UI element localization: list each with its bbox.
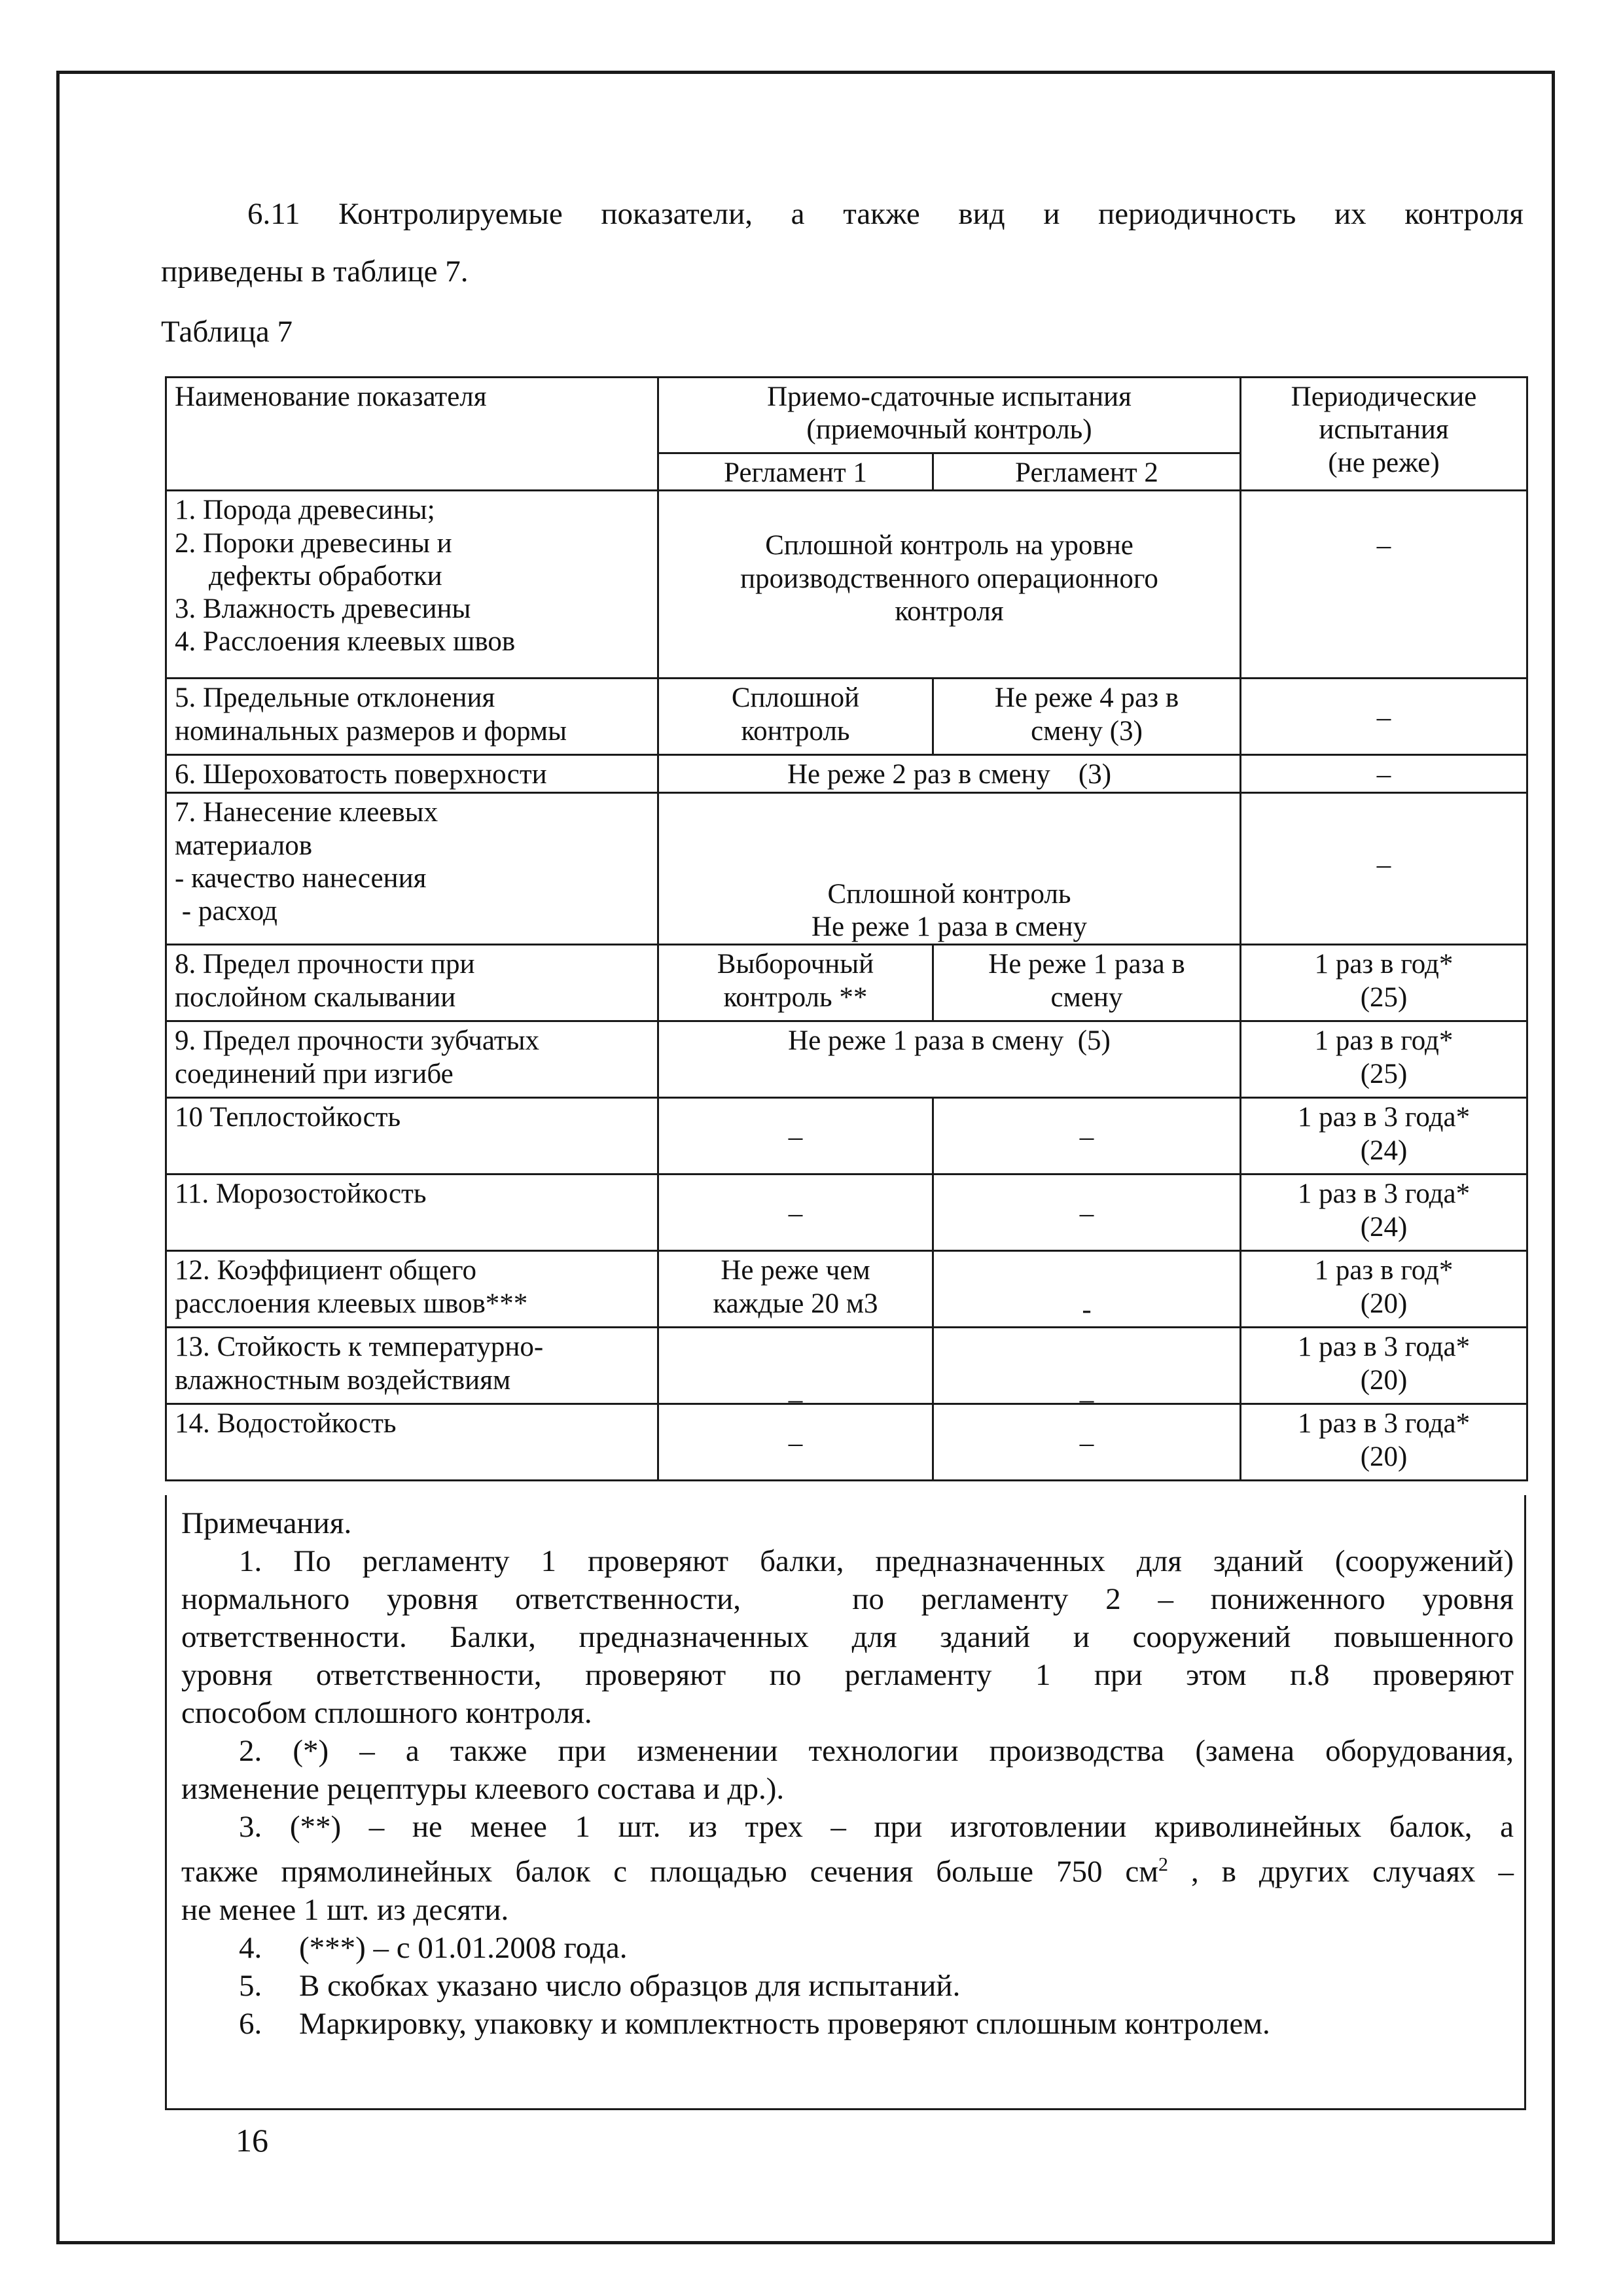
header-acceptance-line: (приемочный контроль) [806,414,1092,446]
row-name [166,1328,658,1404]
note-6 [181,2005,1514,2043]
table-row [166,1174,1527,1251]
reg2-line: смену (3) [1031,715,1143,747]
periodic-line: 1 раз в год* [1314,949,1454,980]
row-name-line: послойном скалывании [175,981,456,1013]
row-name: 11. Морозостойкость [166,1174,658,1251]
header-periodic-line: Периодические [1291,381,1477,412]
note-number: 6. [239,2006,262,2041]
note-2-line: 2. (*) – а также при изменении технологии производства (замена оборудования, [239,1734,1514,1768]
periodic-line: (20) [1360,1441,1408,1472]
note-3-superscript: 2 [1158,1854,1169,1875]
note-3-line: не менее 1 шт. из десяти. [181,1892,509,1927]
control-line: контроля [895,595,1004,627]
periodic-line: (20) [1360,1288,1408,1319]
row-periodic [1241,491,1527,679]
row-name-line: влажностным воздействиям [175,1364,511,1396]
note-4 [181,1929,1514,1967]
periodic-line: 1 раз в 3 года* [1297,1102,1471,1133]
row-periodic [1241,945,1527,1021]
row-reg1: – [658,1404,933,1481]
intro-word: показатели, [601,197,753,231]
row-name: 6. Шероховатость поверхности [166,755,658,793]
intro-word: также [843,197,920,231]
row-reg1 [658,679,933,755]
row-periodic [1241,1328,1527,1404]
notes-title: Примечания. [181,1506,352,1540]
table-row [166,491,1527,679]
periodic-line: (24) [1360,1135,1408,1166]
table-row [166,1328,1527,1404]
row-name [166,945,658,1021]
row-name-line: номинальных размеров и формы [175,715,567,747]
row-periodic [1241,1098,1527,1174]
note-number: 5. [239,1968,262,2003]
row-reg1 [658,945,933,1021]
intro-word: Контролируемые [338,197,563,231]
reg1-line: Не реже чем [721,1255,870,1286]
row-control [658,793,1241,945]
table-row [166,1404,1527,1481]
row-name [166,679,658,755]
row-periodic: – [1241,755,1527,793]
periodic-value: – [1376,530,1391,561]
page-number: 16 [236,2122,268,2159]
note-text: В скобках указано число образцов для испытаний. [299,1968,961,2003]
reg1-line: Сплошной [731,682,860,714]
row-name-line: расслоения клеевых швов*** [175,1288,528,1319]
periodic-line: (25) [1360,981,1408,1013]
note-number: 4. [239,1930,262,1965]
row-name-line: материалов [175,830,313,861]
header-periodic-line: испытания [1319,414,1449,446]
note-1-line: ответственности. Балки, предназначенных для зданий и сооружений повышенного [181,1620,1514,1654]
table-row [166,1021,1527,1098]
table-row [166,793,1527,945]
row-control: Не реже 1 раза в смену (5) [658,1021,1241,1098]
intro-paragraph-line1 [247,199,1524,230]
reg1-line: контроль ** [723,981,868,1013]
periodic-line: (20) [1360,1364,1408,1396]
periodic-line: 1 раз в год* [1314,1255,1454,1286]
periodic-line: (24) [1360,1211,1408,1243]
row-name-line: 7. Нанесение клеевых [175,797,438,828]
header-name: Наименование показателя [175,381,487,412]
row-periodic: – [1241,679,1527,755]
row-name [166,491,658,679]
table-7 [165,376,1526,1481]
row-name: 14. Водостойкость [166,1404,658,1481]
table-caption: Таблица 7 [161,315,293,349]
note-1-line: 1. По регламенту 1 проверяют балки, предназначенных для зданий (сооружений) [239,1544,1514,1578]
intro-word: их [1334,197,1366,231]
row-periodic [1241,1251,1527,1328]
periodic-line: 1 раз в 3 года* [1297,1178,1471,1210]
row-reg1: – [658,1174,933,1251]
row-reg1 [658,1251,933,1328]
row-name-line: - расход [175,896,277,927]
intro-word: и [1043,197,1060,231]
row-periodic [1241,1404,1527,1481]
row-reg1: – [658,1098,933,1174]
row-name-line: 12. Коэффициент общего [175,1255,477,1286]
row-name-line: 1. Порода древесины; [175,495,435,526]
periodic-value: – [1376,849,1391,881]
intro-word: а [791,197,805,231]
header-acceptance-line: Приемо-сдаточные испытания [767,381,1132,412]
row-name-line: 3. Влажность древесины [175,593,471,625]
intro-word: 6.11 [247,197,300,231]
header-reg1: Регламент 1 [658,453,933,491]
row-control [658,491,1241,679]
periodic-line: 1 раз в 3 года* [1297,1408,1471,1439]
control-line: Не реже 1 раза в смену [811,911,1088,942]
table-row [166,1251,1527,1328]
reg2-line: Не реже 1 раза в [988,949,1185,980]
note-3-line [181,1846,1514,1891]
reg1-line: Выборочный [717,949,874,980]
note-3-line: 3. (**) – не менее 1 шт. из трех – при изготовлении криволинейных балок, а [239,1810,1514,1844]
header-periodic-line: (не реже) [1328,447,1440,478]
row-reg2 [933,945,1241,1021]
row-reg2: - [933,1251,1241,1328]
row-name-line: 5. Предельные отклонения [175,682,495,714]
note-1-line: способом сплошного контроля. [181,1696,592,1730]
intro-word: периодичность [1098,197,1296,231]
note-1-line: нормального уровня ответственности, по регламенту 2 – пониженного уровня [181,1582,1514,1616]
table-row [166,945,1527,1021]
header-name-cell [166,378,658,491]
header-reg2: Регламент 2 [933,453,1241,491]
periodic-line: 1 раз в 3 года* [1297,1332,1471,1363]
reg1-line: каждые 20 м3 [713,1288,878,1319]
row-name-line: соединений при изгибе [175,1058,454,1089]
periodic-line: (25) [1360,1058,1408,1089]
row-reg2: – [933,1174,1241,1251]
row-periodic [1241,793,1527,945]
control-line: Сплошной контроль на уровне [765,530,1133,561]
row-name-line: 8. Предел прочности при [175,949,475,980]
row-name: 10 Теплостойкость [166,1098,658,1174]
reg2-line: Не реже 4 раз в [994,682,1179,714]
row-reg2: – [933,1404,1241,1481]
row-name [166,1251,658,1328]
note-2-line: изменение рецептуры клеевого состава и др.). [181,1772,785,1806]
row-reg2 [933,679,1241,755]
row-periodic [1241,1021,1527,1098]
row-name-line: дефекты обработки [209,560,442,592]
intro-paragraph-line2: приведены в таблице 7. [161,255,469,289]
row-name-line: 4. Расслоения клеевых швов [175,626,516,658]
note-text: (***) – с 01.01.2008 года. [299,1930,628,1965]
row-reg1: _ [658,1328,933,1404]
row-name [166,793,658,945]
reg2-line: смену [1050,981,1123,1013]
table-row [166,1098,1527,1174]
row-name [166,1021,658,1098]
row-name-line: 2. Пороки древесины и [175,527,452,559]
periodic-line: 1 раз в год* [1314,1025,1454,1057]
note-1-line: уровня ответственности, проверяют по регламенту 1 при этом п.8 проверяют [181,1658,1514,1692]
control-line: производственного операционного [740,563,1158,594]
intro-word: вид [958,197,1005,231]
row-periodic [1241,1174,1527,1251]
row-reg2: – [933,1098,1241,1174]
row-name-line: 9. Предел прочности зубчатых [175,1025,540,1057]
intro-word: контроля [1404,197,1524,231]
table-row [166,679,1527,755]
note-3-text: , в других случаях – [1168,1854,1514,1889]
header-acceptance-cell [658,378,1241,453]
row-reg2: _ [933,1328,1241,1404]
notes-block [165,1495,1526,2110]
note-text: Маркировку, упаковку и комплектность проверяют сплошным контролем. [299,2006,1270,2041]
row-control: Не реже 2 раз в смену (3) [658,755,1241,793]
table-row [166,755,1527,793]
row-name-line: - качество нанесения [175,862,427,894]
note-3-text: также прямолинейных балок с площадью сечения больше 750 см [181,1854,1159,1889]
header-periodic-cell [1241,378,1527,491]
reg1-line: контроль [741,715,850,747]
note-5 [181,1967,1514,2005]
control-line: Сплошной контроль [827,878,1071,910]
row-name-line: 13. Стойкость к температурно- [175,1332,544,1363]
